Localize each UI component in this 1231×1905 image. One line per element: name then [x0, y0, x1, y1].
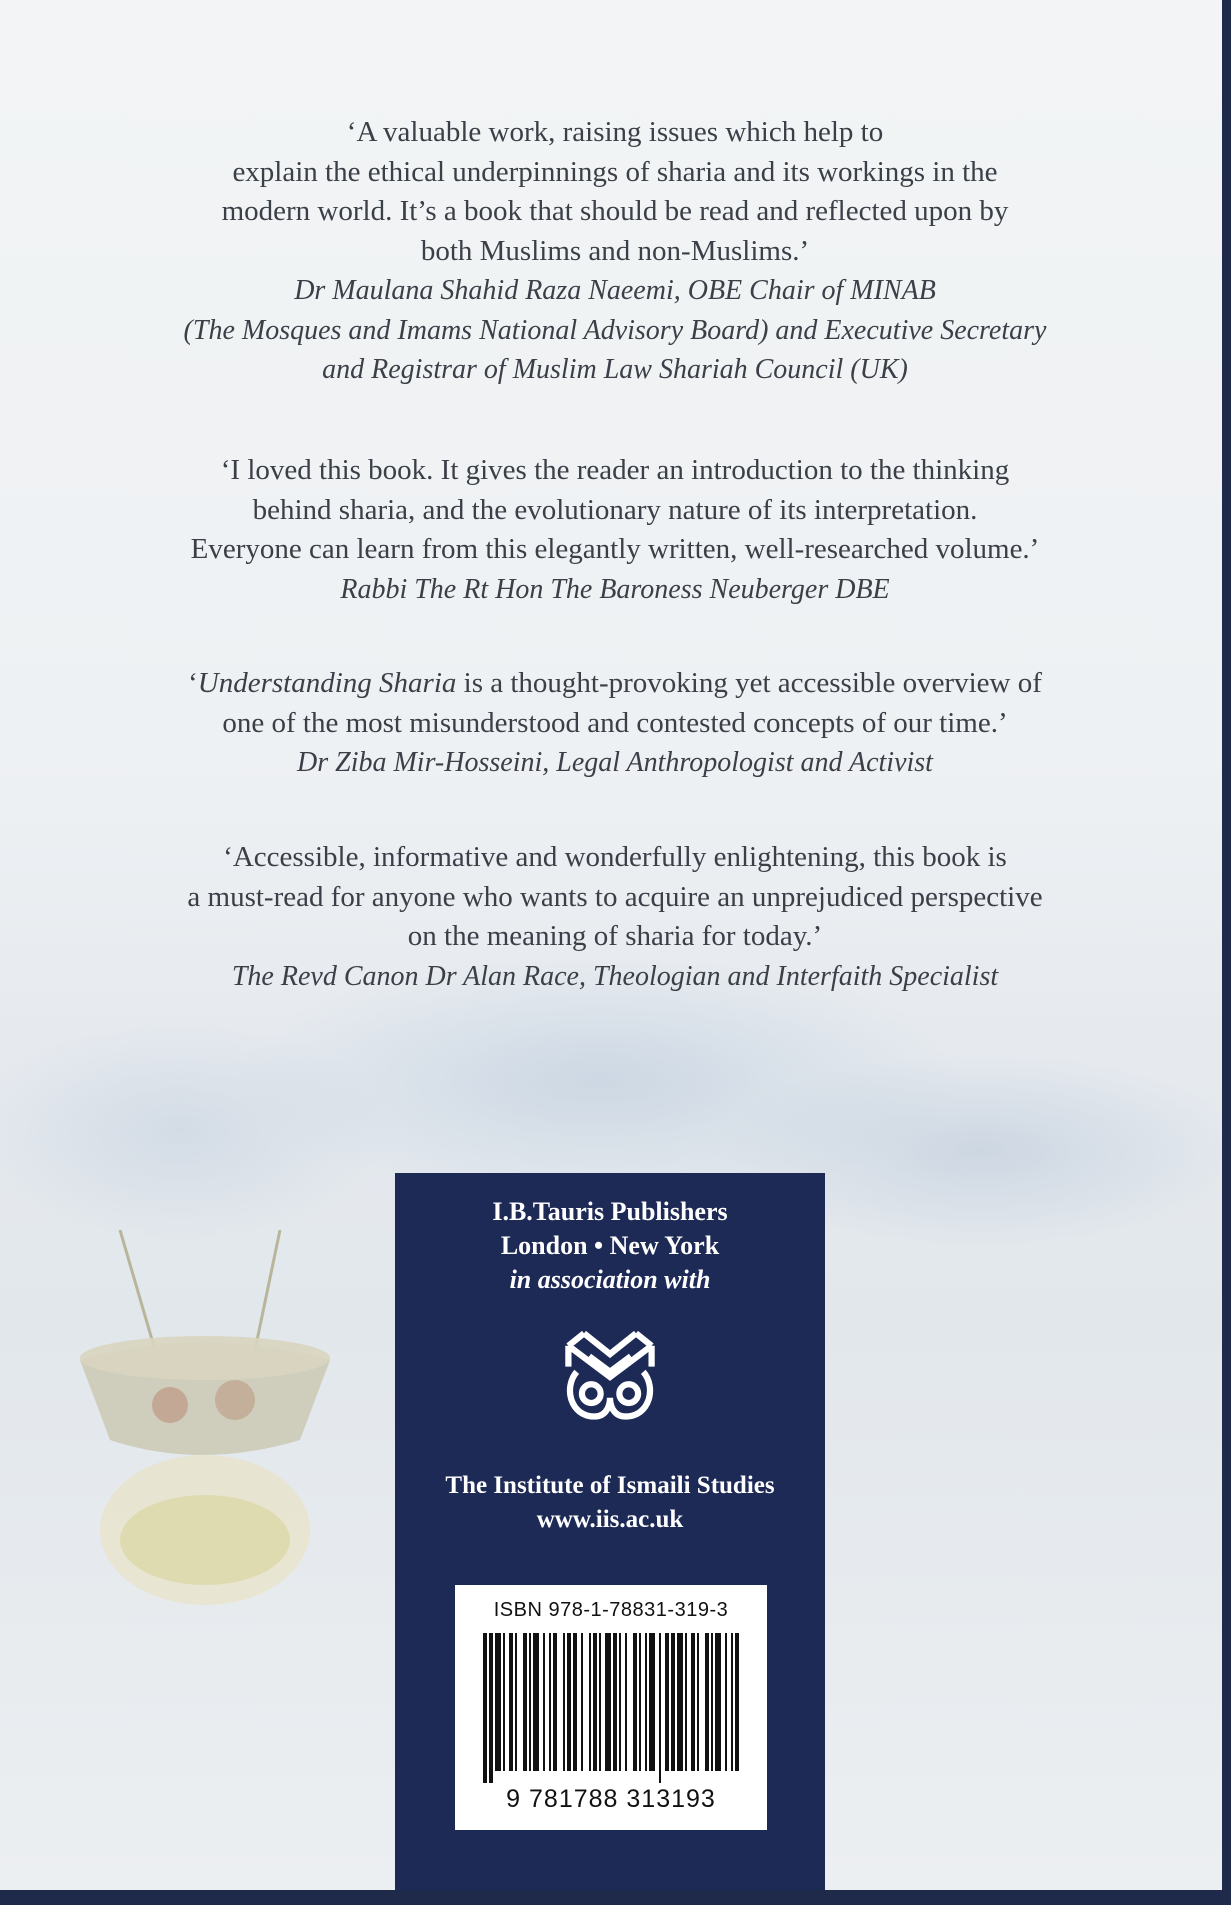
barcode-bar [691, 1633, 695, 1771]
publisher-name: I.B.Tauris Publishers [492, 1197, 728, 1226]
barcode-digits: 9 781788 313193 [506, 1785, 716, 1813]
barcode-bar [659, 1633, 661, 1783]
institute-name: The Institute of Ismaili Studies [445, 1472, 775, 1499]
iis-knot-logo-icon [558, 1325, 662, 1429]
barcode-bar [543, 1633, 545, 1771]
quote-attribution: Rabbi The Rt Hon The Baroness Neuberger DBE [340, 573, 890, 605]
endorsement-quote-2 [90, 451, 1140, 609]
barcode-bar [563, 1633, 565, 1771]
barcode-bar [711, 1633, 713, 1771]
barcode-bar [503, 1633, 505, 1771]
endorsement-quote-3 [90, 664, 1140, 783]
quote-attribution: Dr Ziba Mir-Hosseini, Legal Anthropologist and Activist [297, 747, 933, 778]
quote-text: ‘A valuable work, raising issues which help to explain the ethical underpinnings of sharia and its workings in the modern world. It’s a book that should be read and reflected upon by both Muslims and non-Muslims.’ [221, 116, 1009, 267]
hanging-lamp-illustration [60, 1230, 340, 1610]
barcode-bars [483, 1633, 739, 1783]
barcode-bar [665, 1633, 669, 1771]
publisher-cities: London • New York [500, 1231, 720, 1260]
quote-open-mark: ‘ [188, 667, 198, 699]
quote-attribution: Dr Maulana Shahid Raza Naeemi, OBE Chair of MINAB (The Mosques and Imams National Advisory Board) and Executive Secretary and Registrar of Muslim Law Shariah Council (UK) [183, 275, 1047, 385]
barcode-bar [573, 1633, 577, 1771]
barcode-bar [553, 1633, 557, 1771]
barcode-bar [731, 1633, 733, 1771]
endorsement-quote-4 [90, 838, 1140, 996]
barcode-bar [605, 1633, 611, 1771]
barcode-bar [483, 1633, 487, 1783]
barcode-bar [529, 1633, 531, 1771]
quote-text: ‘I loved this book. It gives the reader an introduction to the thinking behind sharia, and the evolutionary nature of its interpretation. Everyone can learn from this elegantly written, well-researched volume.’ [190, 454, 1040, 565]
quote-text-rest: is a thought-provoking yet accessible overview of one of the most misunderstood and contested concepts of our time.’ [222, 667, 1042, 739]
barcode-bar [581, 1633, 583, 1771]
barcode-bar [697, 1633, 699, 1771]
barcode-bar [489, 1633, 493, 1783]
barcode-bar [599, 1633, 601, 1771]
quote-text: ‘Accessible, informative and wonderfully enlightening, this book is a must-read for anyone who wants to acquire an unprejudiced perspective on the meaning of sharia for today.’ [187, 841, 1043, 952]
barcode-bar [725, 1633, 727, 1771]
barcode-bar [649, 1633, 655, 1771]
book-title: Understanding Sharia [197, 667, 457, 699]
quote-text [90, 664, 1140, 743]
barcode-bar [625, 1633, 627, 1771]
cover-edge [1222, 0, 1231, 1905]
barcode-bar [523, 1633, 527, 1771]
barcode-bar [613, 1633, 617, 1771]
barcode-bar [515, 1633, 517, 1771]
barcode-bar [677, 1633, 683, 1771]
barcode-bar [715, 1633, 721, 1771]
institute-website: www.iis.ac.uk [536, 1506, 684, 1533]
barcode-bar [533, 1633, 539, 1771]
barcode-bar [685, 1633, 687, 1771]
barcode-bar [645, 1633, 647, 1771]
publisher-panel [395, 1173, 825, 1905]
barcode-bar [735, 1633, 739, 1771]
barcode-bar [633, 1633, 637, 1771]
barcode-bar [549, 1633, 551, 1771]
barcode-bar [705, 1633, 709, 1771]
barcode-bar [671, 1633, 675, 1771]
endorsement-quote-1 [90, 113, 1140, 390]
barcode-bar [509, 1633, 513, 1771]
barcode-bar [567, 1633, 571, 1771]
barcode-bar [589, 1633, 591, 1771]
association-text: in association with [509, 1265, 711, 1294]
barcode-bar [593, 1633, 597, 1771]
barcode-bar [495, 1633, 501, 1771]
barcode-bar [639, 1633, 641, 1771]
quote-attribution: The Revd Canon Dr Alan Race, Theologian and Interfaith Specialist [231, 960, 999, 992]
cover-bottom-edge [0, 1890, 1231, 1905]
isbn-barcode [455, 1585, 767, 1830]
isbn-label: ISBN 978-1-78831-319-3 [493, 1599, 729, 1621]
barcode-bar [619, 1633, 621, 1771]
